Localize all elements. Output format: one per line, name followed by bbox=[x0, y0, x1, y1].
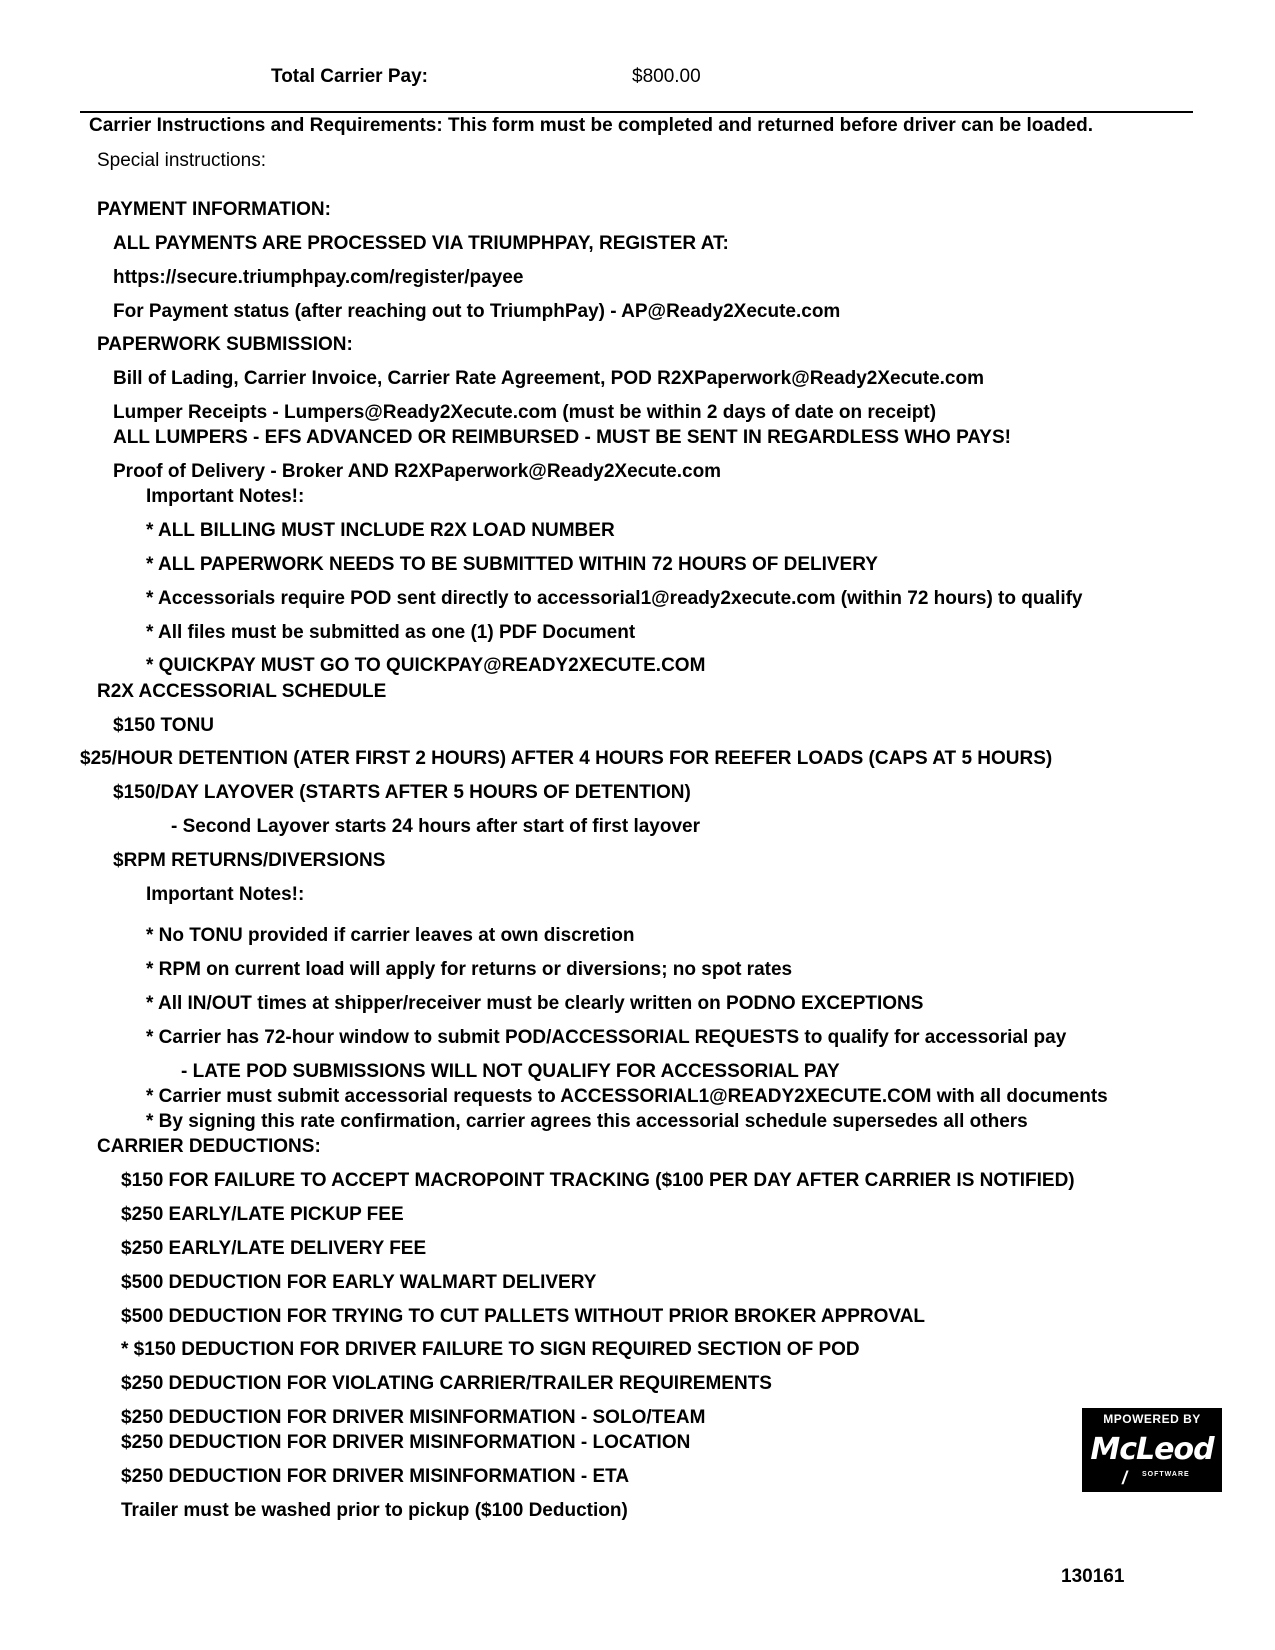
list-item: For Payment status (after reaching out to TriumphPay) - AP@Ready2Xecute.com bbox=[113, 301, 841, 322]
list-item: Proof of Delivery - Broker AND R2XPaperwork@Ready2Xecute.com bbox=[113, 461, 722, 482]
list-item: Lumper Receipts - Lumpers@Ready2Xecute.com (must be within 2 days of date on receipt) bbox=[113, 402, 937, 423]
logo-software-text: SOFTWARE bbox=[1142, 1471, 1190, 1478]
paperwork-submission-heading: PAPERWORK SUBMISSION: bbox=[97, 334, 353, 355]
mcleod-software-logo bbox=[1082, 1408, 1222, 1492]
list-item: $150 TONU bbox=[113, 715, 215, 736]
list-item: * ALL PAPERWORK NEEDS TO BE SUBMITTED WITHIN 72 HOURS OF DELIVERY bbox=[146, 554, 878, 575]
list-item: $250 DEDUCTION FOR DRIVER MISINFORMATION - SOLO/TEAM bbox=[121, 1407, 706, 1428]
list-item: $250 EARLY/LATE DELIVERY FEE bbox=[121, 1238, 427, 1259]
carrier-deductions-heading: CARRIER DEDUCTIONS: bbox=[97, 1136, 321, 1157]
list-item: ALL LUMPERS - EFS ADVANCED OR REIMBURSED - MUST BE SENT IN REGARDLESS WHO PAYS! bbox=[113, 427, 1011, 448]
payment-information-heading: PAYMENT INFORMATION: bbox=[97, 199, 331, 220]
total-carrier-pay-value: $800.00 bbox=[632, 66, 701, 87]
list-item: * No TONU provided if carrier leaves at own discretion bbox=[146, 925, 635, 946]
divider bbox=[80, 111, 1193, 113]
instructions-heading: Carrier Instructions and Requirements: This form must be completed and returned before driver can be loaded. bbox=[89, 115, 1094, 136]
list-item: * All IN/OUT times at shipper/receiver must be clearly written on PODNO EXCEPTIONS bbox=[146, 993, 924, 1014]
list-item: - LATE POD SUBMISSIONS WILL NOT QUALIFY FOR ACCESSORIAL PAY bbox=[181, 1061, 840, 1082]
list-item: ALL PAYMENTS ARE PROCESSED VIA TRIUMPHPAY, REGISTER AT: bbox=[113, 233, 729, 254]
list-item: - Second Layover starts 24 hours after start of first layover bbox=[171, 816, 701, 837]
list-item: * RPM on current load will apply for returns or diversions; no spot rates bbox=[146, 959, 793, 980]
list-item: $RPM RETURNS/DIVERSIONS bbox=[113, 850, 386, 871]
logo-slash-icon: / bbox=[1122, 1468, 1128, 1488]
list-item: Bill of Lading, Carrier Invoice, Carrier Rate Agreement, POD R2XPaperwork@Ready2Xecute.com bbox=[113, 368, 984, 389]
total-carrier-pay-label: Total Carrier Pay: bbox=[271, 66, 428, 87]
list-item: $25/HOUR DETENTION (ATER FIRST 2 HOURS) AFTER 4 HOURS FOR REEFER LOADS (CAPS AT 5 HOURS) bbox=[80, 748, 1053, 769]
list-item: * ALL BILLING MUST INCLUDE R2X LOAD NUMBER bbox=[146, 520, 615, 541]
list-item: * Carrier must submit accessorial requests to ACCESSORIAL1@READY2XECUTE.COM with all documents bbox=[146, 1086, 1108, 1107]
logo-powered-by-text: MPOWERED BY bbox=[1103, 1412, 1201, 1426]
list-item: * All files must be submitted as one (1) PDF Document bbox=[146, 622, 636, 643]
list-item: Trailer must be washed prior to pickup ($100 Deduction) bbox=[121, 1500, 628, 1521]
important-notes-heading: Important Notes!: bbox=[146, 884, 305, 905]
page-number: 130161 bbox=[1061, 1566, 1125, 1587]
important-notes-heading: Important Notes!: bbox=[146, 486, 305, 507]
special-instructions-label: Special instructions: bbox=[97, 150, 266, 171]
list-item: * QUICKPAY MUST GO TO QUICKPAY@READY2XECUTE.COM bbox=[146, 655, 706, 676]
accessorial-schedule-heading: R2X ACCESSORIAL SCHEDULE bbox=[97, 681, 387, 702]
list-item: * Accessorials require POD sent directly to accessorial1@ready2xecute.com (within 72 hours) to qualify bbox=[146, 588, 1083, 609]
list-item: $250 DEDUCTION FOR DRIVER MISINFORMATION - LOCATION bbox=[121, 1432, 691, 1453]
list-item: * $150 DEDUCTION FOR DRIVER FAILURE TO SIGN REQUIRED SECTION OF POD bbox=[121, 1339, 860, 1360]
list-item: $500 DEDUCTION FOR TRYING TO CUT PALLETS WITHOUT PRIOR BROKER APPROVAL bbox=[121, 1306, 926, 1327]
list-item: $150 FOR FAILURE TO ACCEPT MACROPOINT TRACKING ($100 PER DAY AFTER CARRIER IS NOTIFIED) bbox=[121, 1170, 1075, 1191]
list-item: * By signing this rate confirmation, carrier agrees this accessorial schedule supersedes all others bbox=[146, 1111, 1028, 1132]
list-item: $500 DEDUCTION FOR EARLY WALMART DELIVERY bbox=[121, 1272, 597, 1293]
list-item: $250 EARLY/LATE PICKUP FEE bbox=[121, 1204, 404, 1225]
list-item: * Carrier has 72-hour window to submit POD/ACCESSORIAL REQUESTS to qualify for accessorial pay bbox=[146, 1027, 1067, 1048]
list-item: $250 DEDUCTION FOR DRIVER MISINFORMATION - ETA bbox=[121, 1466, 630, 1487]
list-item: $250 DEDUCTION FOR VIOLATING CARRIER/TRAILER REQUIREMENTS bbox=[121, 1373, 772, 1394]
triumphpay-link: https://secure.triumphpay.com/register/payee bbox=[113, 267, 524, 288]
logo-mcleod-text: McLeod bbox=[1090, 1432, 1214, 1467]
list-item: $150/DAY LAYOVER (STARTS AFTER 5 HOURS OF DETENTION) bbox=[113, 782, 691, 803]
